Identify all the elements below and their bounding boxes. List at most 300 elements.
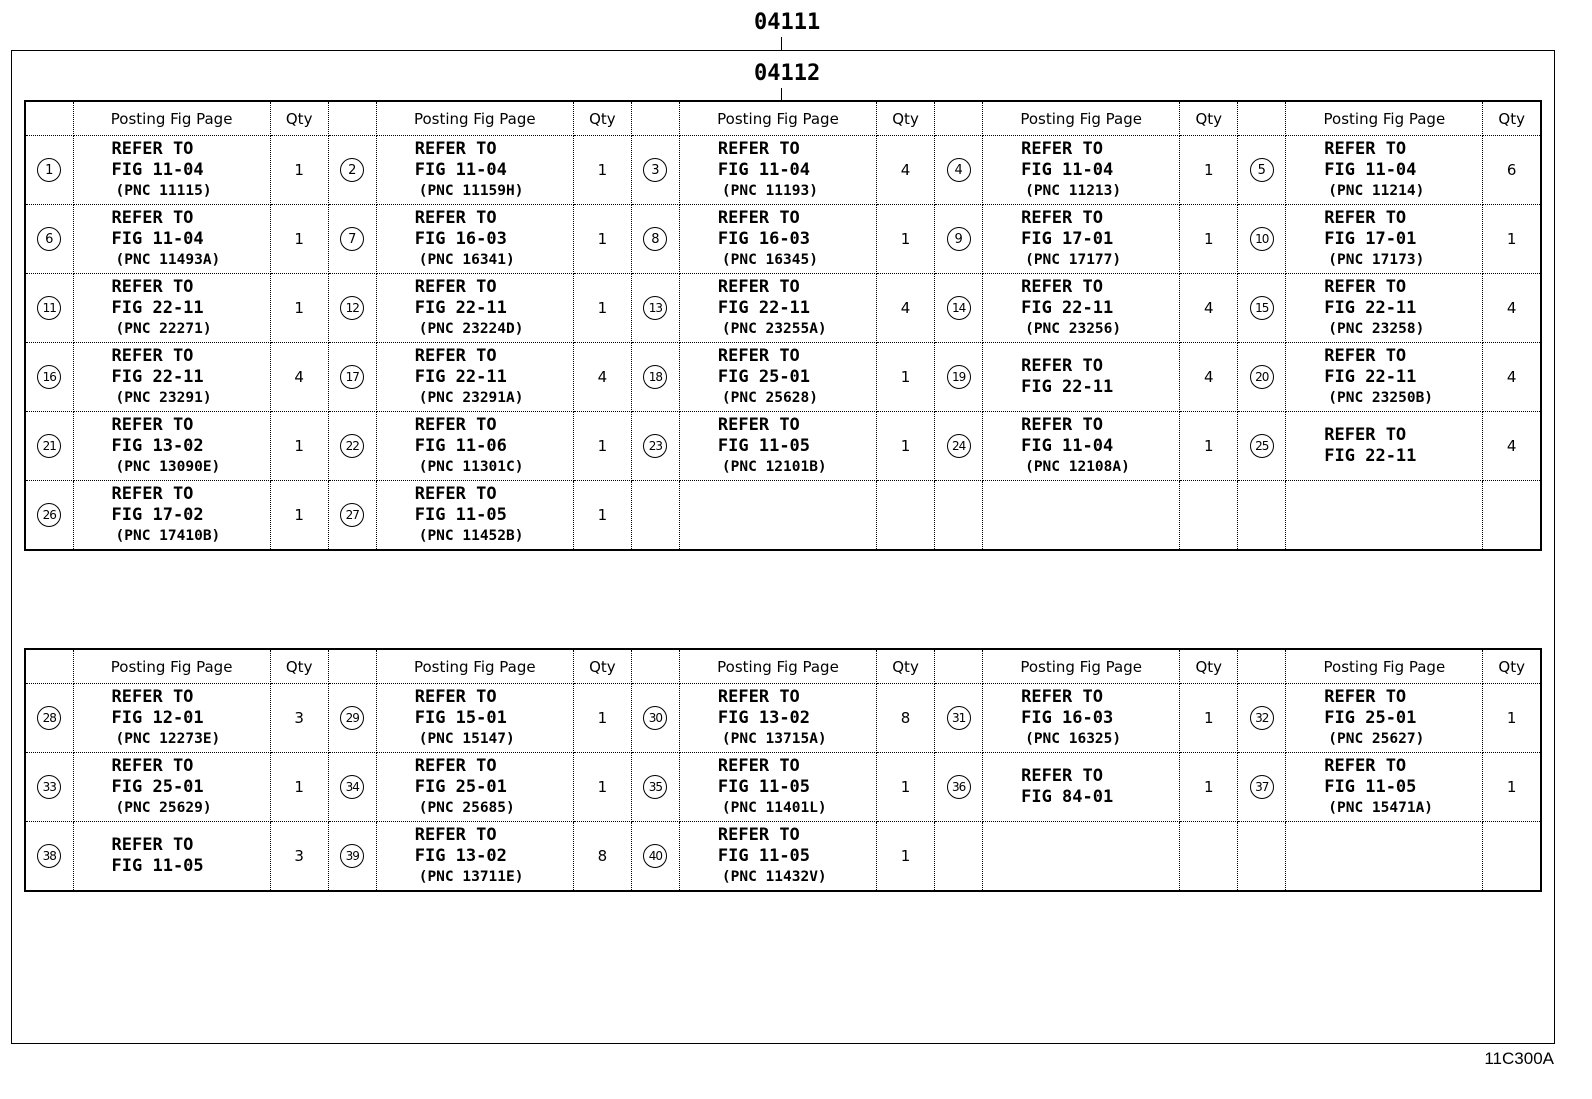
qty-cell: 4: [1180, 274, 1238, 343]
pnc-code: (PNC 15471A): [1328, 799, 1434, 816]
qty-cell: [1180, 481, 1238, 551]
pnc-code: (PNC 23256): [1025, 320, 1122, 337]
refer-to-text: REFER TO: [1324, 755, 1407, 776]
pnc-code: (PNC 16341): [418, 251, 515, 268]
item-number-cell: [935, 753, 983, 822]
item-number-cell: [1238, 684, 1286, 753]
fig-page-ref: FIG 11-04: [111, 228, 204, 249]
fig-page-ref: FIG 17-02: [111, 504, 204, 525]
refer-to-text: REFER TO: [1324, 207, 1407, 228]
posting-fig-page-cell: [983, 412, 1180, 481]
item-number-cell: [935, 822, 983, 892]
item-number-cell: [25, 343, 73, 412]
posting-fig-page-cell: [983, 481, 1180, 551]
qty-cell: 1: [1483, 684, 1541, 753]
header-posting-fig-page: Posting Fig Page: [376, 649, 573, 684]
table-row: [25, 481, 1541, 551]
fig-page-ref: FIG 25-01: [1324, 707, 1417, 728]
fig-page-ref: FIG 22-11: [1324, 366, 1417, 387]
pnc-code: (PNC 25627): [1328, 730, 1425, 747]
item-number-badge: 36: [947, 775, 971, 799]
item-number-cell: [328, 274, 376, 343]
pnc-code: (PNC 12101B): [721, 458, 827, 475]
posting-fig-page-cell: [376, 136, 573, 205]
refer-to-text: REFER TO: [717, 755, 800, 776]
posting-fig-page-cell: [983, 136, 1180, 205]
refer-to-text: REFER TO: [717, 345, 800, 366]
pnc-code: (PNC 11159H): [418, 182, 524, 199]
item-number-cell: [935, 343, 983, 412]
item-number-cell: [631, 205, 679, 274]
table-row: [25, 205, 1541, 274]
posting-fig-page-cell: [376, 753, 573, 822]
posting-fig-page-cell: [376, 205, 573, 274]
header-qty: Qty: [877, 101, 935, 136]
fig-page-ref: FIG 22-11: [111, 366, 204, 387]
fig-page-ref: FIG 17-01: [1021, 228, 1114, 249]
qty-cell: 1: [573, 205, 631, 274]
header-item-number: [935, 649, 983, 684]
pnc-code: (PNC 11452B): [418, 527, 524, 544]
pnc-code: (PNC 15147): [418, 730, 515, 747]
fig-page-ref: FIG 22-11: [1021, 297, 1114, 318]
item-number-badge: 7: [340, 227, 364, 251]
header-item-number: [1238, 101, 1286, 136]
qty-cell: [1483, 481, 1541, 551]
item-number-badge: 34: [340, 775, 364, 799]
qty-cell: 1: [1180, 205, 1238, 274]
refer-to-text: REFER TO: [1324, 276, 1407, 297]
fig-page-ref: FIG 22-11: [1324, 446, 1417, 466]
item-number-cell: [25, 205, 73, 274]
item-number-cell: [935, 481, 983, 551]
qty-cell: 1: [270, 205, 328, 274]
fig-page-ref: FIG 25-01: [717, 366, 811, 387]
pnc-code: (PNC 25628): [721, 389, 818, 406]
item-number-cell: [935, 412, 983, 481]
illustration-code: 11C300A: [1484, 1049, 1554, 1068]
header-qty: Qty: [270, 649, 328, 684]
posting-fig-page-cell: [983, 343, 1180, 412]
fig-page-ref: FIG 11-05: [717, 435, 811, 456]
fig-page-ref: FIG 15-01: [414, 707, 507, 728]
item-number-badge: 35: [643, 775, 667, 799]
posting-fig-page-cell: [73, 481, 270, 551]
refer-to-text: REFER TO: [414, 824, 497, 845]
qty-cell: 1: [270, 753, 328, 822]
item-number-cell: [328, 412, 376, 481]
header-qty: Qty: [573, 649, 631, 684]
fig-page-ref: FIG 11-05: [414, 504, 507, 525]
qty-cell: 1: [573, 274, 631, 343]
posting-fig-page-cell: [679, 481, 876, 551]
item-number-badge: 23: [643, 434, 667, 458]
item-number-cell: [631, 684, 679, 753]
item-number-badge: 22: [340, 434, 364, 458]
item-number-badge: 32: [1250, 706, 1274, 730]
fig-page-ref: FIG 22-11: [1324, 297, 1417, 318]
item-number-cell: [1238, 753, 1286, 822]
item-number-cell: [25, 136, 73, 205]
leader-line-04111: [781, 37, 782, 50]
table-row: [25, 684, 1541, 753]
fig-page-ref: FIG 22-11: [414, 297, 507, 318]
item-number-cell: [1238, 136, 1286, 205]
posting-fig-page-cell: [1286, 822, 1483, 892]
posting-fig-page-cell: [1286, 412, 1483, 481]
fig-page-ref: FIG 11-05: [717, 845, 811, 866]
assembly-label-04112: 04112: [754, 61, 821, 86]
item-number-cell: [328, 136, 376, 205]
qty-cell: 1: [573, 753, 631, 822]
header-qty: Qty: [1180, 649, 1238, 684]
posting-fig-page-cell: [73, 822, 270, 892]
pnc-code: (PNC 11401L): [721, 799, 827, 816]
posting-fig-page-cell: [679, 684, 876, 753]
posting-fig-page-cell: [983, 684, 1180, 753]
refer-to-text: REFER TO: [414, 345, 497, 366]
header-posting-fig-page: Posting Fig Page: [376, 101, 573, 136]
table-row: [25, 274, 1541, 343]
posting-fig-page-cell: [1286, 205, 1483, 274]
item-number-badge: 5: [1250, 158, 1274, 182]
item-number-cell: [1238, 274, 1286, 343]
item-number-cell: [631, 343, 679, 412]
item-number-cell: [935, 684, 983, 753]
qty-cell: 1: [573, 481, 631, 551]
qty-cell: 4: [573, 343, 631, 412]
refer-to-text: REFER TO: [1021, 414, 1103, 435]
refer-to-text: REFER TO: [1021, 766, 1103, 786]
posting-fig-page-cell: [1286, 274, 1483, 343]
item-number-cell: [328, 822, 376, 892]
item-number-cell: [25, 684, 73, 753]
refer-to-text: REFER TO: [1021, 207, 1103, 228]
item-number-cell: [328, 753, 376, 822]
item-number-badge: 18: [643, 365, 667, 389]
posting-fig-page-cell: [73, 343, 270, 412]
refer-to-text: REFER TO: [1324, 686, 1407, 707]
qty-cell: 1: [270, 136, 328, 205]
item-number-badge: 15: [1250, 296, 1274, 320]
fig-page-ref: FIG 13-02: [111, 435, 204, 456]
qty-cell: 1: [573, 684, 631, 753]
header-qty: Qty: [1180, 101, 1238, 136]
fig-page-ref: FIG 11-04: [111, 159, 204, 180]
qty-cell: 6: [1483, 136, 1541, 205]
header-qty: Qty: [270, 101, 328, 136]
item-number-badge: 6: [37, 227, 61, 251]
refer-to-text: REFER TO: [717, 207, 800, 228]
posting-fig-page-cell: [1286, 684, 1483, 753]
fig-page-ref: FIG 22-11: [111, 297, 204, 318]
item-number-cell: [328, 343, 376, 412]
item-number-cell: [631, 274, 679, 343]
refer-to-text: REFER TO: [414, 686, 497, 707]
item-number-badge: 10: [1250, 227, 1274, 251]
posting-fig-page-cell: [73, 753, 270, 822]
qty-cell: 1: [877, 822, 935, 892]
item-number-cell: [25, 274, 73, 343]
posting-fig-page-cell: [983, 274, 1180, 343]
item-number-cell: [328, 684, 376, 753]
item-number-badge: 20: [1250, 365, 1274, 389]
refer-to-text: REFER TO: [111, 835, 194, 855]
item-number-badge: 26: [37, 503, 61, 527]
refer-to-text: REFER TO: [111, 686, 194, 707]
item-number-badge: 1: [37, 158, 61, 182]
item-number-badge: 40: [643, 844, 667, 868]
posting-fig-page-cell: [983, 753, 1180, 822]
refer-to-text: REFER TO: [414, 276, 497, 297]
qty-cell: 4: [1483, 412, 1541, 481]
parts-reference-table-1: [24, 100, 1542, 551]
qty-cell: 1: [1483, 205, 1541, 274]
item-number-badge: 13: [643, 296, 667, 320]
fig-page-ref: FIG 11-04: [717, 159, 811, 180]
header-item-number: [328, 101, 376, 136]
refer-to-text: REFER TO: [1021, 276, 1103, 297]
fig-page-ref: FIG 16-03: [414, 228, 507, 249]
fig-page-ref: FIG 11-05: [1324, 776, 1417, 797]
item-number-badge: 4: [947, 158, 971, 182]
posting-fig-page-cell: [679, 343, 876, 412]
refer-to-text: REFER TO: [414, 483, 497, 504]
qty-cell: 4: [1483, 343, 1541, 412]
pnc-code: (PNC 11214): [1328, 182, 1425, 199]
qty-cell: 1: [1483, 753, 1541, 822]
qty-cell: 1: [1180, 136, 1238, 205]
assembly-label-04111: 04111: [754, 10, 821, 35]
fig-page-ref: FIG 11-04: [414, 159, 507, 180]
pnc-code: (PNC 11432V): [721, 868, 827, 885]
pnc-code: (PNC 23255A): [721, 320, 827, 337]
header-item-number: [25, 649, 73, 684]
refer-to-text: REFER TO: [414, 414, 497, 435]
item-number-cell: [935, 274, 983, 343]
refer-to-text: REFER TO: [111, 345, 194, 366]
parts-reference-table-2: [24, 648, 1542, 892]
item-number-cell: [25, 481, 73, 551]
refer-to-text: REFER TO: [1021, 356, 1103, 376]
posting-fig-page-cell: [1286, 481, 1483, 551]
header-item-number: [631, 649, 679, 684]
item-number-badge: 25: [1250, 434, 1274, 458]
posting-fig-page-cell: [1286, 753, 1483, 822]
pnc-code: (PNC 25685): [418, 799, 515, 816]
item-number-cell: [328, 205, 376, 274]
qty-cell: [877, 481, 935, 551]
fig-page-ref: FIG 25-01: [111, 776, 204, 797]
fig-page-ref: FIG 16-03: [1021, 707, 1114, 728]
pnc-code: (PNC 23291): [115, 389, 212, 406]
posting-fig-page-cell: [983, 822, 1180, 892]
fig-page-ref: FIG 84-01: [1021, 787, 1114, 807]
refer-to-text: REFER TO: [717, 824, 800, 845]
item-number-cell: [631, 136, 679, 205]
item-number-badge: 14: [947, 296, 971, 320]
pnc-code: (PNC 25629): [115, 799, 212, 816]
posting-fig-page-cell: [376, 274, 573, 343]
posting-fig-page-cell: [376, 343, 573, 412]
fig-page-ref: FIG 13-02: [414, 845, 507, 866]
item-number-cell: [25, 412, 73, 481]
table-row: [25, 412, 1541, 481]
qty-cell: 1: [270, 481, 328, 551]
posting-fig-page-cell: [1286, 136, 1483, 205]
posting-fig-page-cell: [73, 412, 270, 481]
item-number-badge: 8: [643, 227, 667, 251]
qty-cell: 1: [270, 274, 328, 343]
qty-cell: [1180, 822, 1238, 892]
fig-page-ref: FIG 11-04: [1021, 159, 1114, 180]
item-number-cell: [25, 753, 73, 822]
item-number-badge: 30: [643, 706, 667, 730]
refer-to-text: REFER TO: [717, 138, 800, 159]
qty-cell: 1: [1180, 753, 1238, 822]
qty-cell: 4: [877, 136, 935, 205]
item-number-cell: [935, 205, 983, 274]
item-number-cell: [631, 822, 679, 892]
item-number-badge: 24: [947, 434, 971, 458]
qty-cell: 1: [877, 343, 935, 412]
fig-page-ref: FIG 25-01: [414, 776, 507, 797]
refer-to-text: REFER TO: [414, 138, 497, 159]
fig-page-ref: FIG 17-01: [1324, 228, 1417, 249]
item-number-cell: [935, 136, 983, 205]
header-qty: Qty: [877, 649, 935, 684]
item-number-badge: 19: [947, 365, 971, 389]
refer-to-text: REFER TO: [414, 207, 497, 228]
fig-page-ref: FIG 22-11: [1021, 377, 1114, 397]
refer-to-text: REFER TO: [717, 686, 800, 707]
pnc-code: (PNC 23258): [1328, 320, 1425, 337]
pnc-code: (PNC 17177): [1025, 251, 1122, 268]
table-header-row: [25, 649, 1541, 684]
qty-cell: 1: [573, 136, 631, 205]
qty-cell: [1483, 822, 1541, 892]
posting-fig-page-cell: [376, 684, 573, 753]
item-number-badge: 31: [947, 706, 971, 730]
refer-to-text: REFER TO: [111, 414, 194, 435]
pnc-code: (PNC 13715A): [721, 730, 827, 747]
table-header-row: [25, 101, 1541, 136]
pnc-code: (PNC 12273E): [115, 730, 221, 747]
fig-page-ref: FIG 22-11: [717, 297, 811, 318]
item-number-badge: 27: [340, 503, 364, 527]
qty-cell: 4: [1483, 274, 1541, 343]
item-number-badge: 29: [340, 706, 364, 730]
refer-to-text: REFER TO: [111, 276, 194, 297]
header-qty: Qty: [1483, 649, 1541, 684]
header-item-number: [328, 649, 376, 684]
item-number-cell: [1238, 822, 1286, 892]
refer-to-text: REFER TO: [111, 207, 194, 228]
header-posting-fig-page: Posting Fig Page: [679, 101, 876, 136]
refer-to-text: REFER TO: [1324, 138, 1407, 159]
posting-fig-page-cell: [679, 753, 876, 822]
table-row: [25, 822, 1541, 892]
pnc-code: (PNC 11193): [721, 182, 818, 199]
qty-cell: 1: [573, 412, 631, 481]
item-number-badge: 3: [643, 158, 667, 182]
item-number-badge: 11: [37, 296, 61, 320]
item-number-cell: [1238, 481, 1286, 551]
item-number-cell: [631, 412, 679, 481]
header-posting-fig-page: Posting Fig Page: [679, 649, 876, 684]
pnc-code: (PNC 16345): [721, 251, 818, 268]
fig-page-ref: FIG 12-01: [111, 707, 204, 728]
fig-page-ref: FIG 11-04: [1021, 435, 1114, 456]
pnc-code: (PNC 17410B): [115, 527, 221, 544]
item-number-badge: 12: [340, 296, 364, 320]
item-number-badge: 37: [1250, 775, 1274, 799]
posting-fig-page-cell: [73, 205, 270, 274]
pnc-code: (PNC 23250B): [1328, 389, 1434, 406]
header-qty: Qty: [1483, 101, 1541, 136]
fig-page-ref: FIG 13-02: [717, 707, 811, 728]
header-posting-fig-page: Posting Fig Page: [1286, 101, 1483, 136]
qty-cell: 1: [1180, 684, 1238, 753]
qty-cell: 8: [573, 822, 631, 892]
pnc-code: (PNC 11115): [115, 182, 212, 199]
pnc-code: (PNC 11301C): [418, 458, 524, 475]
item-number-cell: [328, 481, 376, 551]
item-number-badge: 9: [947, 227, 971, 251]
table-row: [25, 343, 1541, 412]
qty-cell: 3: [270, 684, 328, 753]
refer-to-text: REFER TO: [717, 276, 800, 297]
qty-cell: 4: [1180, 343, 1238, 412]
qty-cell: 1: [877, 205, 935, 274]
refer-to-text: REFER TO: [111, 755, 194, 776]
fig-page-ref: FIG 11-05: [717, 776, 811, 797]
header-item-number: [631, 101, 679, 136]
pnc-code: (PNC 23224D): [418, 320, 524, 337]
pnc-code: (PNC 16325): [1025, 730, 1122, 747]
header-qty: Qty: [573, 101, 631, 136]
fig-page-ref: FIG 22-11: [414, 366, 507, 387]
qty-cell: 4: [877, 274, 935, 343]
header-posting-fig-page: Posting Fig Page: [73, 101, 270, 136]
qty-cell: 1: [270, 412, 328, 481]
qty-cell: 1: [877, 753, 935, 822]
refer-to-text: REFER TO: [717, 414, 800, 435]
refer-to-text: REFER TO: [1324, 425, 1407, 445]
refer-to-text: REFER TO: [111, 483, 194, 504]
fig-page-ref: FIG 11-05: [111, 856, 204, 876]
item-number-badge: 16: [37, 365, 61, 389]
posting-fig-page-cell: [679, 274, 876, 343]
pnc-code: (PNC 23291A): [418, 389, 524, 406]
fig-page-ref: FIG 16-03: [717, 228, 811, 249]
posting-fig-page-cell: [679, 136, 876, 205]
pnc-code: (PNC 13090E): [115, 458, 221, 475]
pnc-code: (PNC 13711E): [418, 868, 524, 885]
item-number-cell: [1238, 343, 1286, 412]
qty-cell: 1: [1180, 412, 1238, 481]
refer-to-text: REFER TO: [1021, 686, 1103, 707]
item-number-cell: [1238, 412, 1286, 481]
posting-fig-page-cell: [73, 684, 270, 753]
pnc-code: (PNC 12108A): [1025, 458, 1130, 475]
pnc-code: (PNC 22271): [115, 320, 212, 337]
item-number-badge: 17: [340, 365, 364, 389]
pnc-code: (PNC 11213): [1025, 182, 1122, 199]
pnc-code: (PNC 17173): [1328, 251, 1425, 268]
item-number-badge: 2: [340, 158, 364, 182]
fig-page-ref: FIG 11-06: [414, 435, 507, 456]
